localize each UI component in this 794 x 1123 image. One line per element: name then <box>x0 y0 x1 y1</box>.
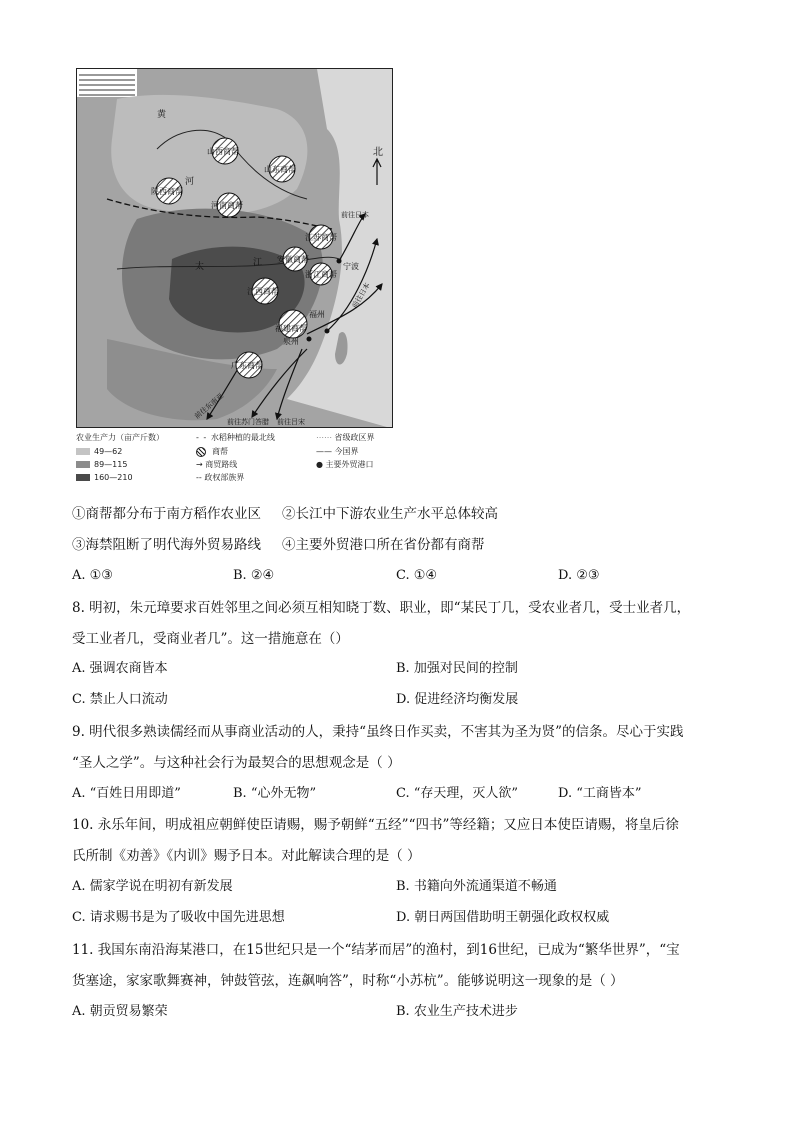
q10-option-c[interactable]: C. 请求赐书是为了吸收中国先进思想 <box>72 910 285 925</box>
route-label: 前往东南亚 <box>193 391 226 421</box>
q10-option-d[interactable]: D. 朝日两国借助明王朝强化政权权威 <box>396 910 610 925</box>
route-label: 前往苏门答腊 <box>227 418 269 426</box>
q10-stem-line1: 10. 永乐年间，明成祖应朝鲜使臣请赐，赐予朝鲜“五经”“四书”等经籍；又应日本使臣请赐，将皇后徐 <box>72 817 679 833</box>
q7-statement-3: ③海禁阻断了明代海外贸易路线 <box>72 537 261 553</box>
legend-trade-route: → 商贸路线 <box>196 460 238 469</box>
q9-option-d[interactable]: D. “工商皆本” <box>558 786 642 801</box>
legend-range-mid: 89—115 <box>76 459 127 470</box>
port-label: 福州 <box>309 310 325 319</box>
merchant-label: 江西商帮 <box>247 287 279 296</box>
port-label: 泉州 <box>283 337 299 346</box>
legend-national-border: —— 今国界 <box>316 447 359 456</box>
route-label: 前往吕宋 <box>277 418 305 426</box>
region-label: 太 <box>195 262 205 272</box>
merchant-label: 浙江商帮 <box>305 270 337 279</box>
q11-option-a[interactable]: A. 朝贡贸易繁荣 <box>72 1004 168 1019</box>
merchant-label: 江苏商帮 <box>305 233 337 242</box>
q9-option-b[interactable]: B. “心外无物” <box>233 786 317 801</box>
legend-rice-line: - - 水稻种植的最北线 <box>196 433 275 442</box>
q7-option-b[interactable]: B. ②④ <box>233 568 275 583</box>
legend-range-low: 49—62 <box>76 446 122 457</box>
legend-productivity-title: 农业生产力（亩产斤数） <box>76 433 164 442</box>
arrow-icon: → <box>196 460 206 469</box>
dot-icon: ● <box>316 460 326 469</box>
route-label: 前往日本 <box>350 281 372 310</box>
q11-stem-line2: 货塞途，家家歌舞赛神，钟鼓管弦，连飙响答”，时称“小苏杭”。能够说明这一现象的是（ ） <box>72 973 624 989</box>
q8-option-b[interactable]: B. 加强对民间的控制 <box>396 661 518 676</box>
q8-option-a[interactable]: A. 强调农商皆本 <box>72 661 168 676</box>
north-label: 北 <box>373 147 383 158</box>
q11-option-b[interactable]: B. 农业生产技术进步 <box>396 1004 518 1019</box>
merchant-label: 安徽商帮 <box>277 255 309 264</box>
q10-option-b[interactable]: B. 书籍向外流通渠道不畅通 <box>396 879 557 894</box>
q9-option-a[interactable]: A. “百姓日用即道” <box>72 786 181 801</box>
q7-option-d[interactable]: D. ②③ <box>558 568 600 583</box>
q8-stem-line2: 受工业者几，受商业者几”。这一措施意在（） <box>72 631 349 647</box>
q7-statement-4: ④主要外贸港口所在省份都有商帮 <box>282 537 485 553</box>
legend-province-border: ⋯⋯ 省级政区界 <box>316 433 375 442</box>
legend-range-high: 160—210 <box>76 472 133 483</box>
merchant-label: 河南商帮 <box>211 201 243 210</box>
q11-stem-line1: 11. 我国东南沿海某港口，在15世纪只是一个“结茅而居”的渔村，到16世纪，已成为“繁华世界”，“宝 <box>72 942 680 958</box>
q9-stem-line1: 9. 明代很多熟读儒经而从事商业活动的人，秉持“虽终日作买卖，不害其为圣为贤”的信条。尽心于实践 <box>72 724 684 740</box>
merchant-label: 山西商帮 <box>207 147 239 156</box>
hatched-circle-icon <box>196 447 206 457</box>
legend-main-port: ● 主要外贸港口 <box>316 460 374 469</box>
ming-merchant-map <box>76 68 393 428</box>
q8-stem-line1: 8. 明初，朱元璋要求百姓邻里之间必须互相知晓丁数、职业，即“某民丁几，受农业者几，受士业者几， <box>72 600 691 616</box>
q7-statement-1: ①商帮都分布于南方稻作农业区 <box>72 506 261 522</box>
q10-option-a[interactable]: A. 儒家学说在明初有新发展 <box>72 879 233 894</box>
q10-stem-line2: 氏所制《劝善》《内训》赐予日本。对此解读合理的是（ ） <box>72 848 421 864</box>
q9-stem-line2: “圣人之学”。与这种社会行为最契合的思想观念是（ ） <box>72 755 401 771</box>
route-label: 前往日本 <box>341 211 369 219</box>
region-label: 河 <box>185 177 195 187</box>
q7-option-c[interactable]: C. ①④ <box>396 568 438 583</box>
region-label: 黄 <box>157 110 167 120</box>
q8-option-c[interactable]: C. 禁止人口流动 <box>72 692 168 707</box>
merchant-label: 广东商帮 <box>231 361 263 370</box>
port-label: 宁波 <box>343 262 359 271</box>
region-label: 江 <box>253 258 263 268</box>
merchant-label: 陕西商帮 <box>151 187 183 196</box>
q7-option-a[interactable]: A. ①③ <box>72 568 113 583</box>
legend-merchant: 商帮 <box>196 446 228 457</box>
merchant-label: 福建商帮 <box>275 324 307 333</box>
merchant-label: 山东商帮 <box>264 165 296 174</box>
map-legend <box>76 430 406 492</box>
q8-option-d[interactable]: D. 促进经济均衡发展 <box>396 692 519 707</box>
legend-ethnic-border: -- 政权部族界 <box>196 473 245 482</box>
q7-statement-2: ②长江中下游农业生产水平总体较高 <box>282 506 498 522</box>
q9-option-c[interactable]: C. “存天理，灭人欲” <box>396 786 519 801</box>
